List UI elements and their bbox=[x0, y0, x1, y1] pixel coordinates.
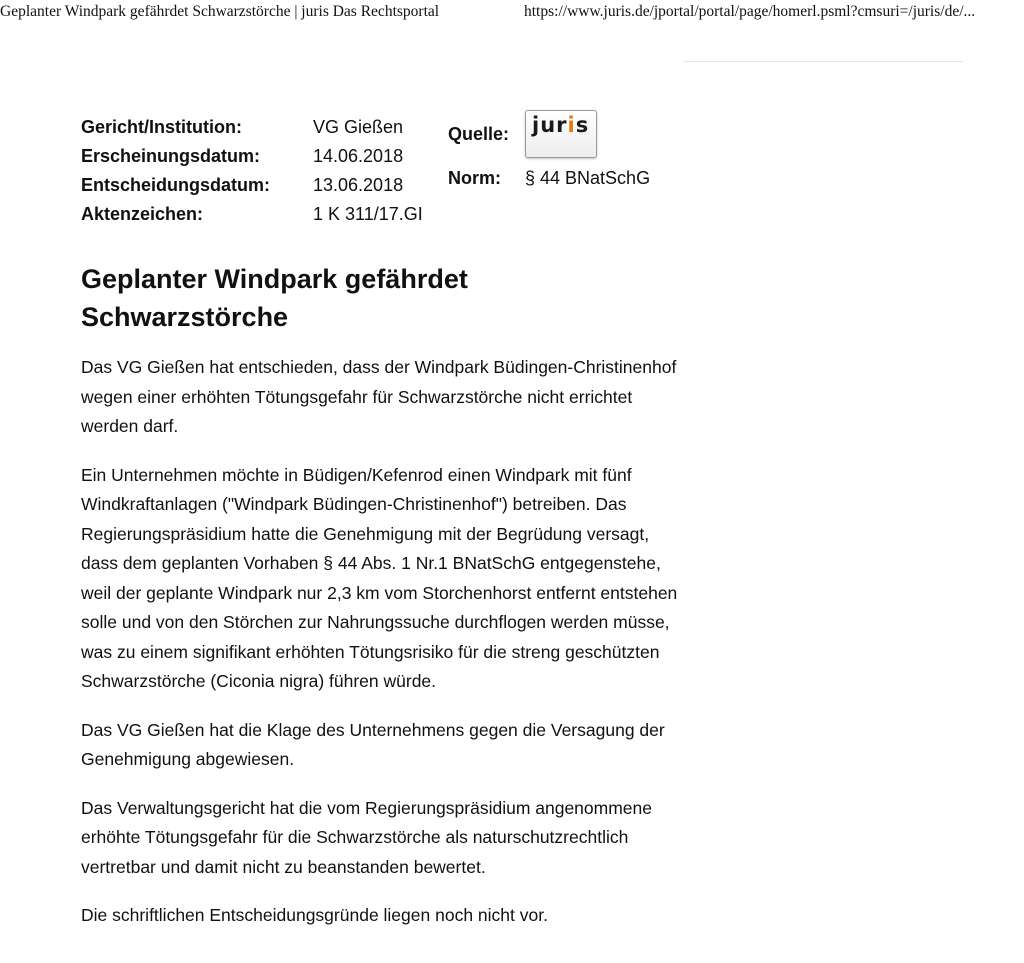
article-paragraph: Das Verwaltungsgericht hat die vom Regierungspräsidium angenommene erhöhte Tötungsgefahr für die Schwarzstörche als naturschutzrechtlich vertretbar und damit nicht zu beanstanden bewertet. bbox=[81, 797, 653, 877]
norm-label: Norm: bbox=[448, 168, 501, 188]
meta-value: 1 K 311/17.GI bbox=[313, 204, 423, 224]
meta-label: Erscheinungsdatum: bbox=[81, 146, 261, 166]
meta-label: Gericht/Institution: bbox=[81, 117, 242, 137]
article-paragraph: Ein Unternehmen möchte in Büdigen/Kefenrod einen Windpark mit fünf Windkraftanlagen ("Windpark Büdingen-Christinenhof") betreiben. Das Regierungspräsidium hatte die Genehmigung mit der Begrüdung versagt, dass dem geplanten Vorhaben § 44 Abs. 1 Nr.1 BNatSchG entgegenstehe, weil der geplante Windpark nur 2,3 km vom Storchenhorst entfernt entstehen solle und von den Störchen zur Nahrungssuche durchflogen werden müsse, was zu einem signifikant erhöhten Tötungsrisiko für die streng geschützten Schwarzstörche (Ciconia nigra) führen würde. bbox=[81, 464, 678, 691]
meta-value: 13.06.2018 bbox=[313, 175, 404, 195]
meta-value: VG Gießen bbox=[313, 117, 404, 137]
meta-label: Aktenzeichen: bbox=[81, 204, 204, 224]
article-paragraph: Das VG Gießen hat die Klage des Unternehmens gegen die Versagung der Genehmigung abgewiesen. bbox=[81, 719, 665, 769]
meta-row-file-number bbox=[81, 200, 423, 229]
divider bbox=[684, 61, 963, 62]
meta-label: Entscheidungsdatum: bbox=[81, 175, 271, 195]
source-label: Quelle: bbox=[448, 124, 510, 144]
article-title: Geplanter Windpark gefährdet Schwarzstörche bbox=[81, 264, 468, 332]
print-header bbox=[0, 0, 1024, 26]
juris-logo-text: juris bbox=[532, 113, 590, 137]
meta-row-court bbox=[81, 113, 423, 142]
meta-row-publication-date bbox=[81, 142, 423, 171]
print-header-title: Geplanter Windpark gefährdet Schwarzstörche | juris Das Rechtsportal bbox=[0, 3, 440, 20]
article-paragraph: Die schriftlichen Entscheidungsgründe liegen noch nicht vor. bbox=[81, 905, 548, 925]
meta-row-decision-date bbox=[81, 171, 423, 200]
meta-value: 14.06.2018 bbox=[313, 146, 404, 166]
print-header-url: https://www.juris.de/jportal/portal/page/homerl.psml?cmsuri=/juris/de/... bbox=[524, 3, 976, 20]
decision-metadata bbox=[81, 113, 423, 229]
norm-value: § 44 BNatSchG bbox=[525, 168, 651, 188]
article-body bbox=[81, 353, 681, 950]
juris-logo[interactable] bbox=[525, 110, 597, 158]
article-paragraph: Das VG Gießen hat entschieden, dass der Windpark Büdingen-Christinenhof wegen einer erhöhten Tötungsgefahr für Schwarzstörche nicht errichtet werden darf. bbox=[81, 357, 677, 436]
